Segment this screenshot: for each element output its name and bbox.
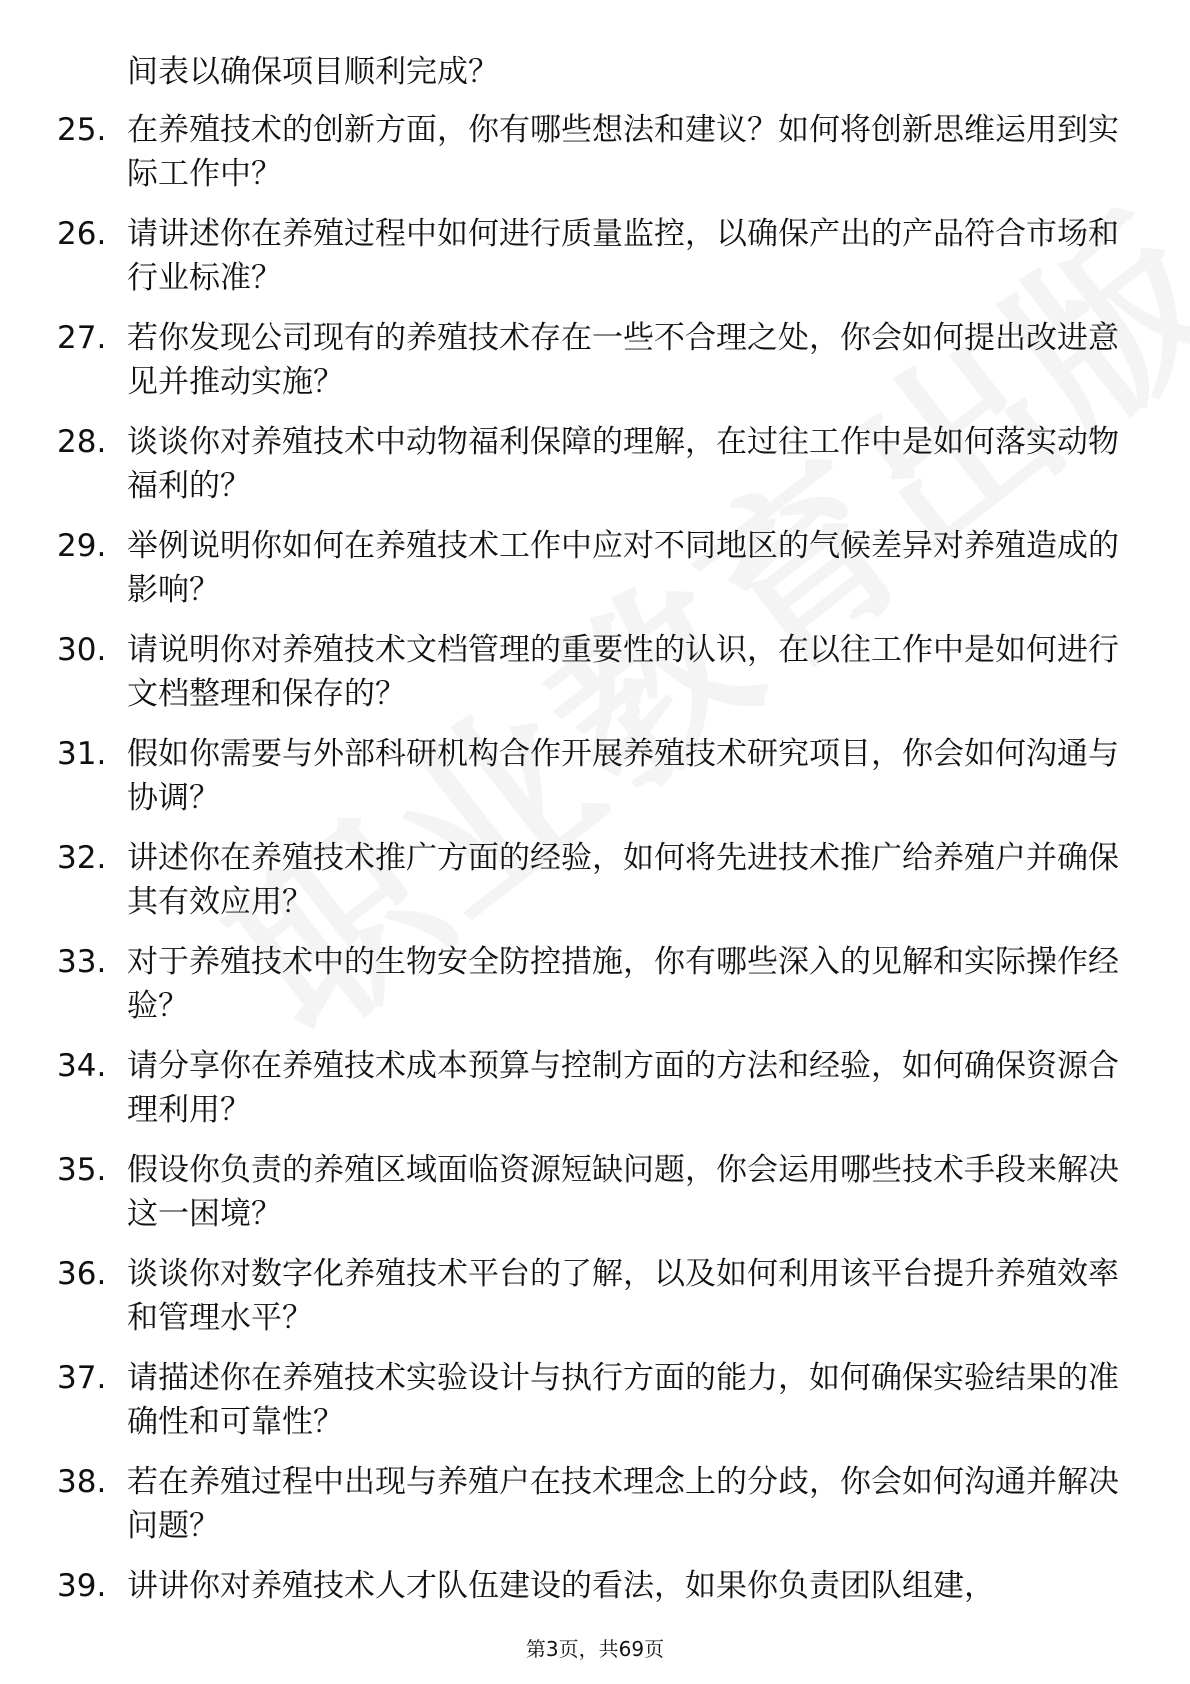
question-number: 30. xyxy=(57,632,107,668)
continuation-text: 间表以确保项目顺利完成？ xyxy=(127,54,499,90)
question-text: 讲讲你对养殖技术人才队伍建设的看法，如果你负责团队组建， xyxy=(127,1568,995,1604)
question-number: 28. xyxy=(57,424,107,460)
question-number: 29. xyxy=(57,528,107,564)
question-number: 27. xyxy=(57,320,107,356)
question-text: 谈谈你对养殖技术中动物福利保障的理解，在过往工作中是如何落实动物福利的？ xyxy=(127,424,1119,504)
list-item xyxy=(0,316,1190,420)
list-item xyxy=(0,732,1190,836)
question-number: 35. xyxy=(57,1152,107,1188)
list-item xyxy=(0,108,1190,212)
list-item xyxy=(0,1460,1190,1564)
question-number: 31. xyxy=(57,736,107,772)
question-number: 39. xyxy=(57,1568,107,1604)
question-text: 若在养殖过程中出现与养殖户在技术理念上的分歧，你会如何沟通并解决问题？ xyxy=(127,1464,1119,1544)
question-number: 33. xyxy=(57,944,107,980)
question-text: 假设你负责的养殖区域面临资源短缺问题，你会运用哪些技术手段来解决这一困境？ xyxy=(127,1152,1119,1232)
list-item xyxy=(0,1564,1190,1668)
question-text: 谈谈你对数字化养殖技术平台的了解，以及如何利用该平台提升养殖效率和管理水平？ xyxy=(127,1256,1119,1336)
question-number: 25. xyxy=(57,112,107,148)
question-number: 32. xyxy=(57,840,107,876)
list-item xyxy=(0,1356,1190,1460)
question-text: 在养殖技术的创新方面，你有哪些想法和建议？如何将创新思维运用到实际工作中？ xyxy=(127,112,1119,192)
list-item xyxy=(0,212,1190,316)
question-text: 请讲述你在养殖过程中如何进行质量监控，以确保产出的产品符合市场和行业标准？ xyxy=(127,216,1119,296)
list-item xyxy=(0,420,1190,524)
question-text: 举例说明你如何在养殖技术工作中应对不同地区的气候差异对养殖造成的影响？ xyxy=(127,528,1119,608)
question-list xyxy=(0,108,1190,1668)
question-number: 38. xyxy=(57,1464,107,1500)
question-number: 34. xyxy=(57,1048,107,1084)
question-number: 26. xyxy=(57,216,107,252)
question-text: 讲述你在养殖技术推广方面的经验，如何将先进技术推广给养殖户并确保其有效应用？ xyxy=(127,840,1119,920)
list-item xyxy=(0,1252,1190,1356)
list-item xyxy=(0,524,1190,628)
question-text: 若你发现公司现有的养殖技术存在一些不合理之处，你会如何提出改进意见并推动实施？ xyxy=(127,320,1119,400)
question-text: 请说明你对养殖技术文档管理的重要性的认识，在以往工作中是如何进行文档整理和保存的？ xyxy=(127,632,1119,712)
list-item xyxy=(0,628,1190,732)
list-item xyxy=(0,1148,1190,1252)
list-item xyxy=(0,940,1190,1044)
list-item xyxy=(0,836,1190,940)
question-text: 请分享你在养殖技术成本预算与控制方面的方法和经验，如何确保资源合理利用？ xyxy=(127,1048,1119,1128)
question-text: 对于养殖技术中的生物安全防控措施，你有哪些深入的见解和实际操作经验？ xyxy=(127,944,1119,1024)
list-item xyxy=(0,1044,1190,1148)
question-number: 36. xyxy=(57,1256,107,1292)
question-text: 假如你需要与外部科研机构合作开展养殖技术研究项目，你会如何沟通与协调？ xyxy=(127,736,1119,816)
question-text: 请描述你在养殖技术实验设计与执行方面的能力，如何确保实验结果的准确性和可靠性？ xyxy=(127,1360,1119,1440)
page-footer: 第3页，共69页 xyxy=(525,1637,665,1661)
question-number: 37. xyxy=(57,1360,107,1396)
